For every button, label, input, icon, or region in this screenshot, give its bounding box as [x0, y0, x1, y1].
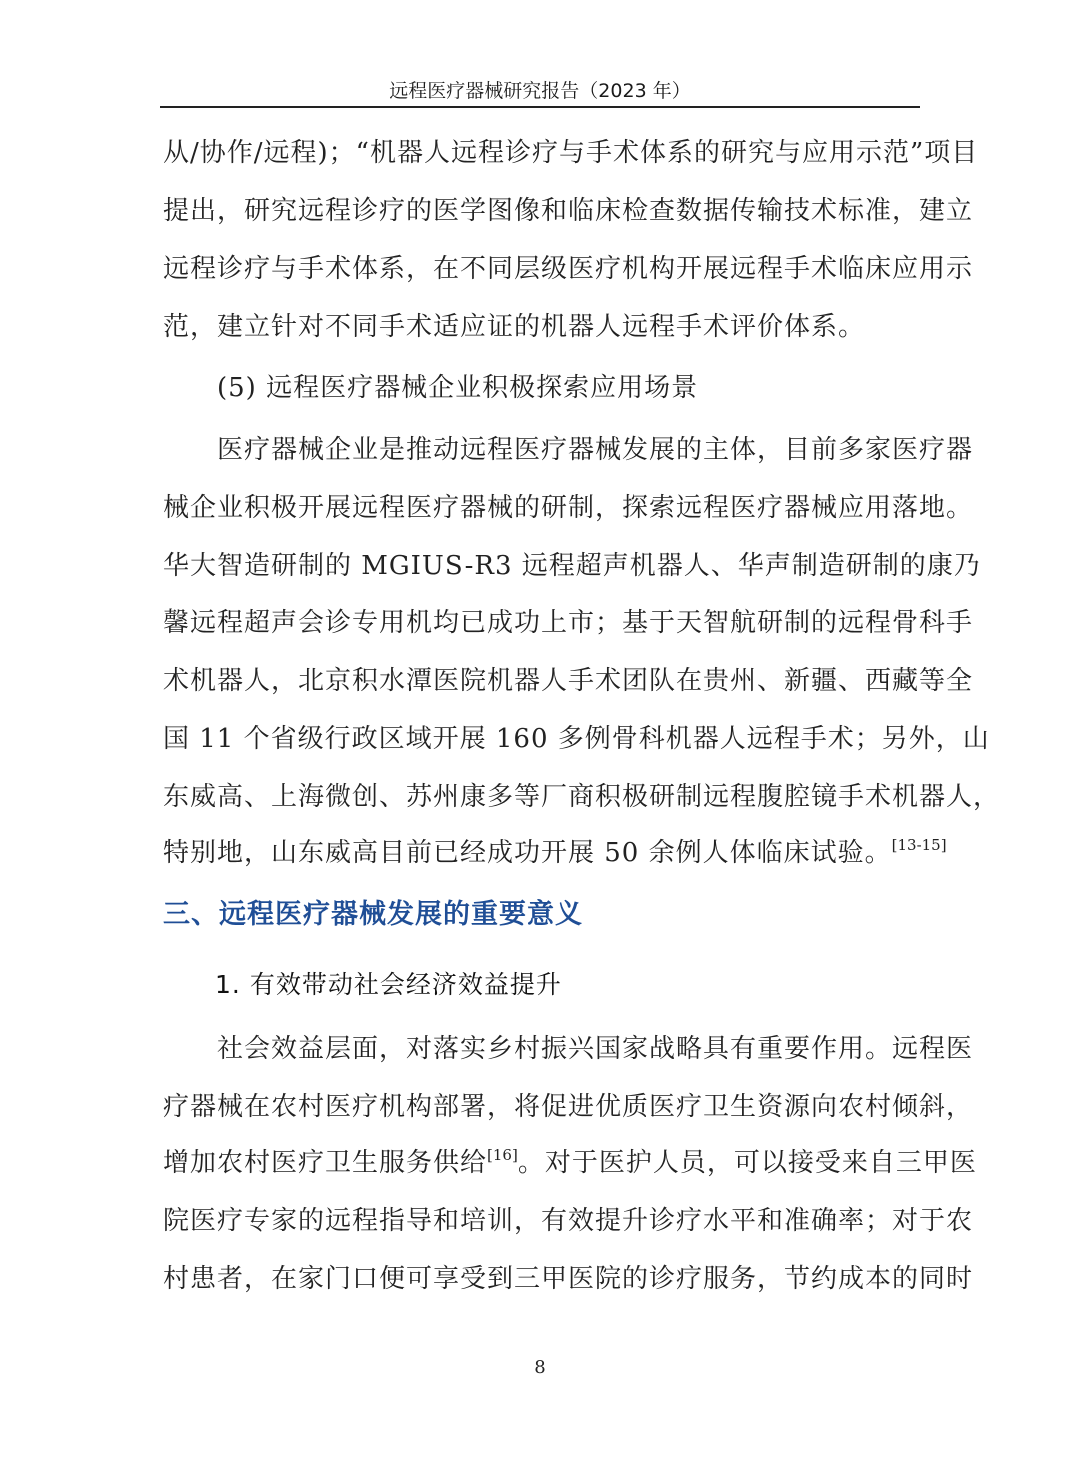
body-line-with-citation: [163, 833, 947, 873]
subsection-title: [215, 965, 915, 1005]
body-line: 国 11 个省级行政区域开展 160 多例骨科机器人远程手术；另外，山: [163, 724, 990, 754]
page-number: 8: [534, 1357, 546, 1378]
running-header: 远程医疗器械研究报告（2023 年）: [389, 80, 691, 102]
body-text: 。对于医护人员，可以接受来自三甲医: [517, 1148, 977, 1178]
body-line: 华大智造研制的 MGIUS-R3 远程超声机器人、华声制造研制的康乃: [163, 551, 981, 581]
body-line: 范，建立针对不同手术适应证的机器人远程手术评价体系。: [163, 312, 866, 342]
body-line: 馨远程超声会诊专用机均已成功上市；基于天智航研制的远程骨科手: [163, 608, 974, 638]
header-rule: [160, 106, 920, 108]
subheading-5: (5) 远程医疗器械企业积极探索应用场景: [217, 373, 699, 403]
body-text: 增加农村医疗卫生服务供给: [163, 1148, 488, 1178]
citation-13-15: [13-15]: [891, 836, 947, 854]
subsection-number: 1.: [215, 970, 241, 999]
body-text: 特别地，山东威高目前已经成功开展 50 余例人体临床试验。: [163, 838, 892, 868]
body-line: 术机器人，北京积水潭医院机器人手术团队在贵州、新疆、西藏等全: [163, 666, 974, 696]
body-line: 疗器械在农村医疗机构部署，将促进优质医疗卫生资源向农村倾斜，: [163, 1092, 974, 1122]
section-title: 三、远程医疗器械发展的重要意义: [163, 899, 583, 930]
body-line: 从/协作/远程)；“机器人远程诊疗与手术体系的研究与应用示范”项目: [163, 138, 979, 168]
body-line: 械企业积极开展远程医疗器械的研制，探索远程医疗器械应用落地。: [163, 493, 974, 523]
body-line: 医疗器械企业是推动远程医疗器械发展的主体，目前多家医疗器: [217, 435, 974, 465]
body-line: 社会效益层面，对落实乡村振兴国家战略具有重要作用。远程医: [217, 1034, 974, 1064]
citation-16: [16]: [487, 1146, 518, 1164]
body-line: 院医疗专家的远程指导和培训，有效提升诊疗水平和准确率；对于农: [163, 1206, 974, 1236]
body-line: 提出，研究远程诊疗的医学图像和临床检查数据传输技术标准，建立: [163, 196, 974, 226]
body-line-with-citation: [163, 1143, 977, 1183]
body-line: 村患者，在家门口便可享受到三甲医院的诊疗服务，节约成本的同时: [163, 1264, 974, 1294]
body-line: 东威高、上海微创、苏州康多等厂商积极研制远程腹腔镜手术机器人，: [163, 782, 1001, 812]
body-line: 远程诊疗与手术体系，在不同层级医疗机构开展远程手术临床应用示: [163, 254, 974, 284]
subsection-text: 有效带动社会经济效益提升: [249, 970, 562, 999]
